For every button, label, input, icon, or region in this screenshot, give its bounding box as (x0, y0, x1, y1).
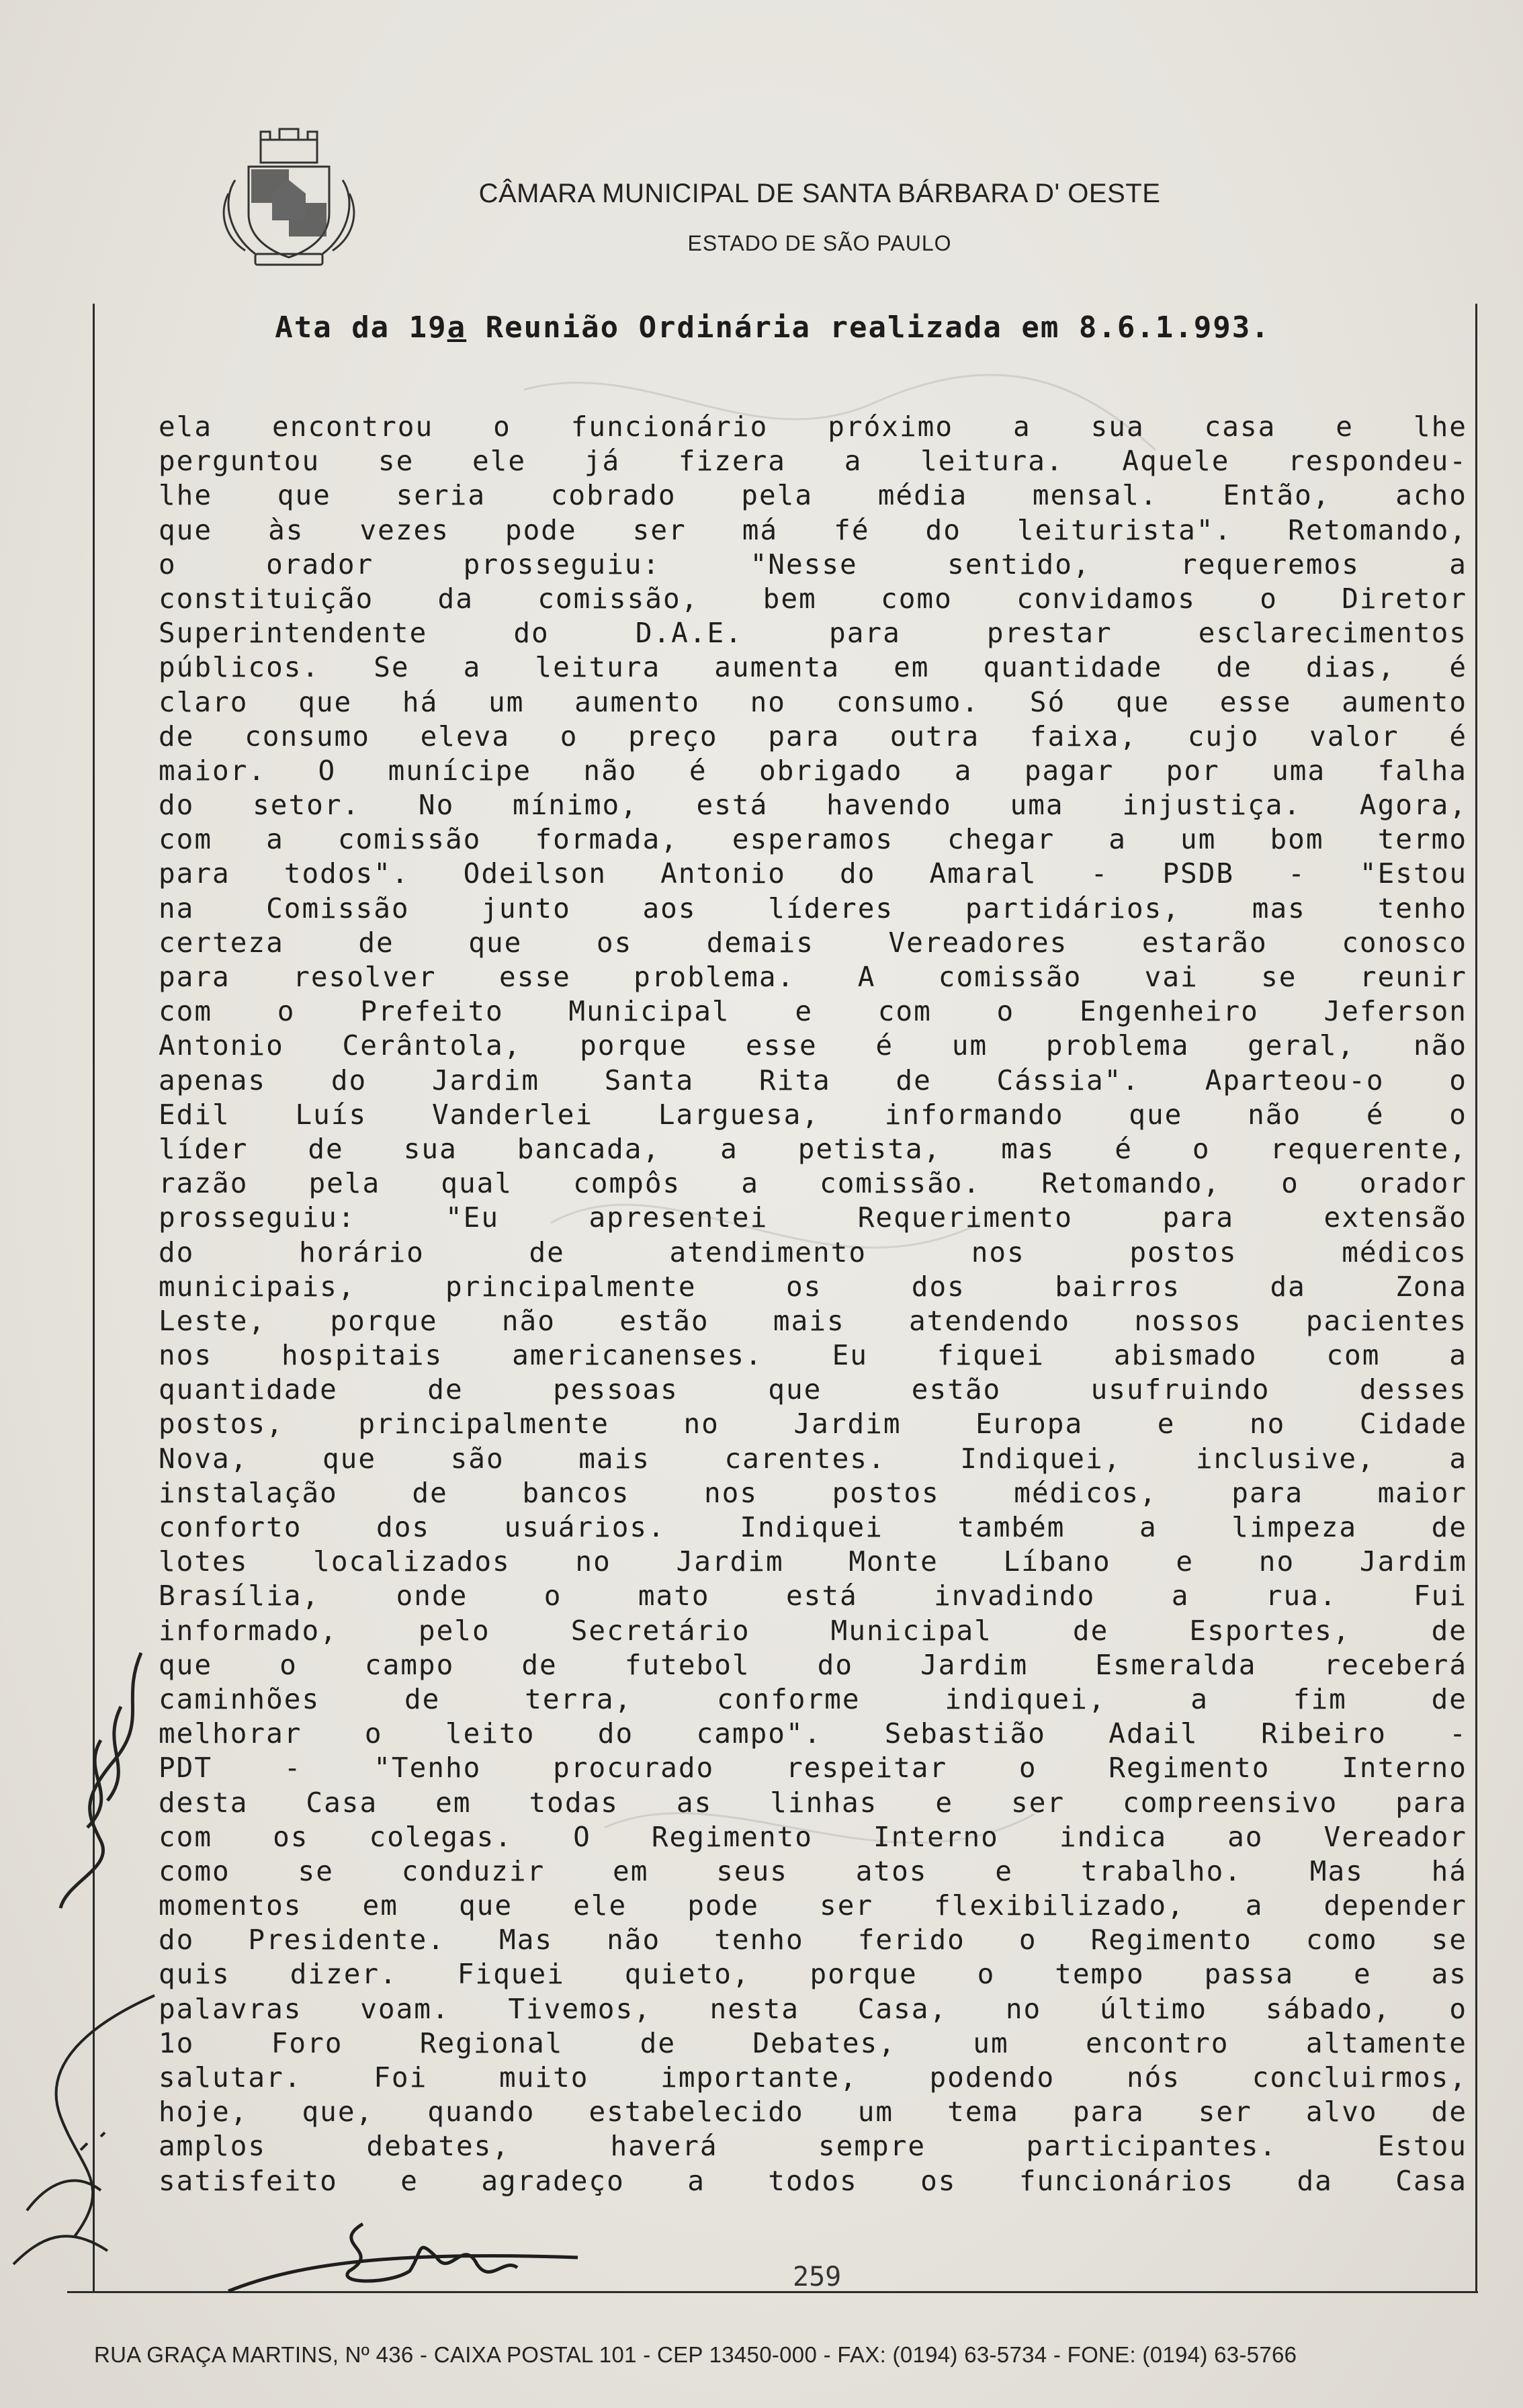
body-line: com o Prefeito Municipal e com o Engenheiro Jeferson (159, 995, 1467, 1028)
body-line: Antonio Cerântola, porque esse é um problema geral, não (159, 1029, 1467, 1062)
body-line: claro que há um aumento no consumo. Só que esse aumento (159, 685, 1467, 718)
body-line: lhe que seria cobrado pela média mensal. Então, acho (159, 479, 1467, 512)
body-line: com a comissão formada, esperamos chegar a um bom termo (159, 823, 1467, 856)
body-line: para todos". Odeilson Antonio do Amaral - PSDB - "Estou (159, 857, 1467, 890)
body-line: maior. O munícipe não é obrigado a pagar por uma falha (159, 754, 1467, 787)
body-line: Brasília, onde o mato está invadindo a rua. Fui (159, 1580, 1467, 1612)
body-line: melhorar o leito do campo". Sebastião Adail Ribeiro - (159, 1717, 1467, 1750)
page-number: 259 (793, 2262, 842, 2292)
title-suffix: Reunião Ordinária realizada em 8.6.1.993. (466, 310, 1270, 345)
body-line: constituição da comissão, bem como convidamos o Diretor (159, 582, 1467, 615)
body-line: públicos. Se a leitura aumenta em quantidade de dias, é (159, 651, 1467, 684)
body-line: que às vezes pode ser má fé do leiturista". Retomando, (159, 513, 1467, 546)
body-line: quis dizer. Fiquei quieto, porque o tempo passa e as (159, 1958, 1467, 1991)
body-line: palavras voam. Tivemos, nesta Casa, no último sábado, o (159, 1992, 1467, 2025)
body-line: com os colegas. O Regimento Interno indica ao Vereador (159, 1820, 1467, 1853)
body-line: conforto dos usuários. Indiquei também a limpeza de (159, 1511, 1467, 1543)
body-line: líder de sua bancada, a petista, mas é o requerente, (159, 1132, 1467, 1165)
margin-signature-icon-2 (0, 1982, 175, 2278)
body-line: postos, principalmente no Jardim Europa e no Cidade (159, 1408, 1467, 1440)
body-line: perguntou se ele já fizera a leitura. Aquele respondeu- (159, 445, 1467, 478)
body-line: Edil Luís Vanderlei Larguesa, informando que não é o (159, 1098, 1467, 1131)
body-line: lotes localizados no Jardim Monte Líbano e no Jardim (159, 1545, 1467, 1578)
frame-right-rule (1475, 304, 1477, 2292)
body-line: prosseguiu: "Eu apresentei Requerimento para extensão (159, 1201, 1467, 1234)
body-line: para resolver esse problema. A comissão vai se reunir (159, 961, 1467, 993)
minutes-body (159, 410, 1467, 2198)
body-line: desta Casa em todas as linhas e ser compreensivo para (159, 1786, 1467, 1819)
institution-name: CÂMARA MUNICIPAL DE SANTA BÁRBARA D' OESTE (478, 179, 1161, 208)
body-line: instalação de bancos nos postos médicos, para maior (159, 1476, 1467, 1509)
footer-address: RUA GRAÇA MARTINS, Nº 436 - CAIXA POSTAL 101 - CEP 13450-000 - FAX: (0194) 63-5734 - FONE: (0194) 63-5766 (94, 2342, 1297, 2367)
body-line: municipais, principalmente os dos bairros da Zona (159, 1270, 1467, 1303)
body-line: Superintendente do D.A.E. para prestar esclarecimentos (159, 617, 1467, 650)
body-line: amplos debates, haverá sempre participantes. Estou (159, 2130, 1467, 2163)
body-line: salutar. Foi muito importante, podendo nós concluirmos, (159, 2061, 1467, 2094)
body-line: o orador prosseguiu: "Nesse sentido, requeremos a (159, 548, 1467, 580)
body-line: ela encontrou o funcionário próximo a sua casa e lhe (159, 411, 1467, 443)
municipal-crest-icon (208, 120, 369, 267)
body-line: de consumo eleva o preço para outra faixa, cujo valor é (159, 720, 1467, 752)
body-line: que o campo de futebol do Jardim Esmeralda receberá (159, 1648, 1467, 1681)
margin-signature-icon (40, 1639, 155, 1922)
body-line: certeza de que os demais Vereadores estarão conosco (159, 926, 1467, 959)
document-title (134, 310, 1411, 345)
bottom-signature-icon (215, 2210, 591, 2311)
body-line: na Comissão junto aos líderes partidários, mas tenho (159, 892, 1467, 924)
body-line: do Presidente. Mas não tenho ferido o Regimento como se (159, 1924, 1467, 1956)
body-line: Nova, que são mais carentes. Indiquei, inclusive, a (159, 1442, 1467, 1475)
body-line: quantidade de pessoas que estão usufruindo desses (159, 1373, 1467, 1406)
body-line: apenas do Jardim Santa Rita de Cássia". Aparteou-o o (159, 1064, 1467, 1096)
body-line: Leste, porque não estão mais atendendo nossos pacientes (159, 1304, 1467, 1337)
body-line: como se conduzir em seus atos e trabalho. Mas há (159, 1854, 1467, 1887)
body-line: satisfeito e agradeço a todos os funcionários da Casa (159, 2164, 1467, 2197)
state-name: ESTADO DE SÃO PAULO (687, 231, 952, 255)
body-line: PDT - "Tenho procurado respeitar o Regimento Interno (159, 1752, 1467, 1784)
title-prefix: Ata da 19 (275, 310, 447, 345)
body-line: do setor. No mínimo, está havendo uma injustiça. Agora, (159, 789, 1467, 822)
body-line: informado, pelo Secretário Municipal de Esportes, de (159, 1614, 1467, 1647)
body-line: caminhões de terra, conforme indiquei, a fim de (159, 1682, 1467, 1715)
body-line: nos hospitais americanenses. Eu fiquei abismado com a (159, 1339, 1467, 1372)
body-line: momentos em que ele pode ser flexibilizado, a depender (159, 1889, 1467, 1922)
body-line: 1o Foro Regional de Debates, um encontro altamente (159, 2026, 1467, 2059)
body-line: hoje, que, quando estabelecido um tema para ser alvo de (159, 2096, 1467, 2128)
body-line: do horário de atendimento nos postos médicos (159, 1236, 1467, 1268)
body-line: razão pela qual compôs a comissão. Retomando, o orador (159, 1167, 1467, 1200)
title-ordinal: a (447, 310, 467, 345)
